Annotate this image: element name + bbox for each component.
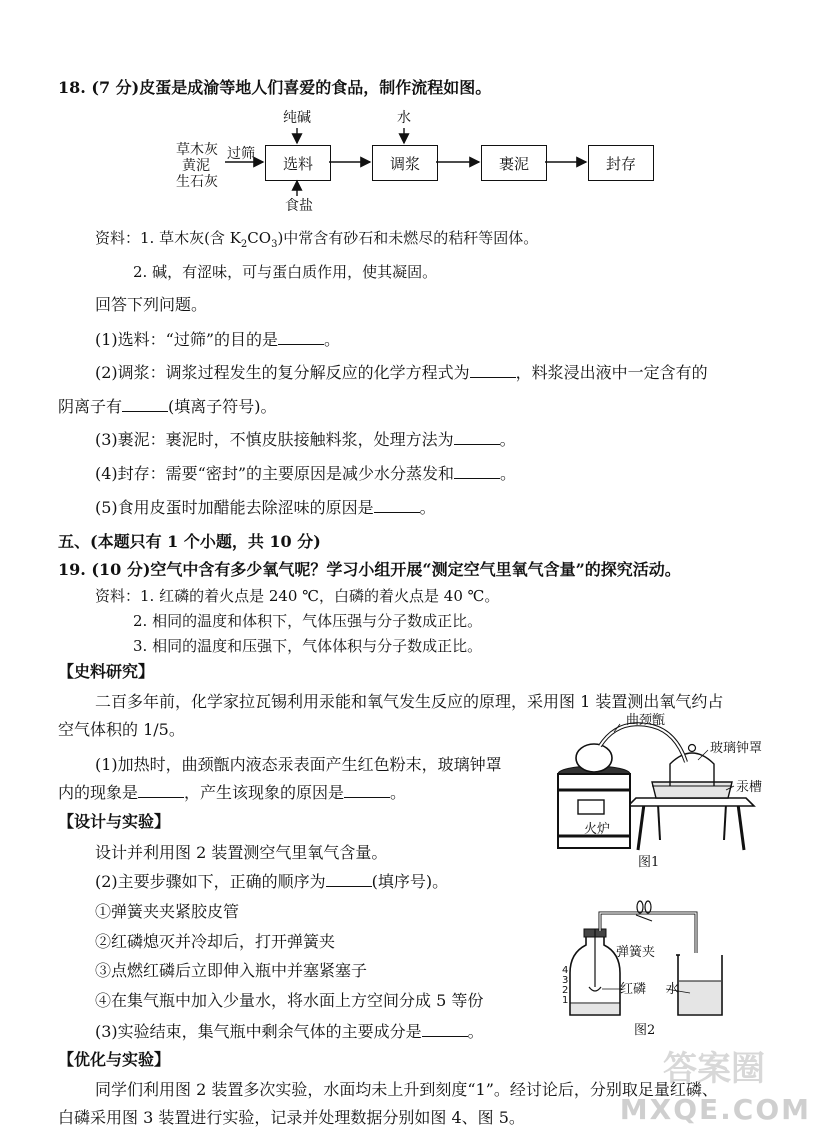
answer-blank[interactable] [422,1022,468,1037]
q19-history-2: 空气体积的 1/5。 [58,720,185,739]
fig2-label-phosphorus: 红磷 [620,982,647,997]
q18-answer-prompt: 回答下列问题。 [95,295,208,314]
q18-part-3 [95,430,516,450]
flow-arrows [0,0,825,230]
fig2-caption: 图2 [634,1023,656,1038]
flow-step-select: 选料 [265,145,331,181]
q18-part-4-end: 。 [500,464,517,483]
q18-part-2-text-b: ，料浆浸出液中一定含有的 [515,363,708,382]
fig2-scale-4: 4 [562,965,569,976]
fig1-label-bell: 玻璃钟罩 [710,741,763,756]
q18-part-5-text: (5)食用皮蛋时加醋能去除涩味的原因是 [95,498,374,517]
q19-part-1: (1)加热时，曲颈甑内液态汞表面产生红色粉末，玻璃钟罩 [95,755,502,774]
q19-info-2: 2. 相同的温度和体积下，气体压强与分子数成正比。 [133,612,483,630]
fig2-label-water: 水 [666,982,680,997]
q19-part-3-text: (3)实验结束，集气瓶中剩余气体的主要成分是 [95,1022,422,1041]
answer-blank[interactable] [344,783,390,798]
fig2-label-clamp: 弹簧夹 [616,945,656,960]
q18-info-1-mid: CO [247,229,272,247]
q19-info-1: 资料：1. 红磷的着火点是 240 ℃，白磷的着火点是 40 ℃。 [95,587,500,605]
q19-part-3 [95,1022,484,1042]
fig1-label-retort: 曲颈甑 [626,713,666,728]
q19-history-1: 二百多年前，化学家拉瓦锡利用汞能和氧气发生反应的原理，采用图 1 装置测出氧气约占 [95,692,724,711]
q18-info-2: 2. 碱，有涩味，可与蛋白质作用，使其凝固。 [133,263,438,281]
answer-blank[interactable] [278,330,324,345]
q18-part-5-end: 。 [419,498,436,517]
flow-step-store: 封存 [588,145,654,181]
q18-part-1-text: (1)选料：“过筛”的目的是 [95,330,279,349]
heading-history: 【史料研究】 [58,662,155,681]
q18-part-2 [95,363,708,383]
q19-title: 19. (10 分)空气中含有多少氧气呢？学习小组开展“测定空气里氧气含量”的探究活动。 [58,560,681,579]
q19-optimize-1: 同学们利用图 2 装置多次实验，水面均未上升到刻度“1”。经讨论后，分别取足量红磷、 [95,1080,718,1099]
q18-part-5 [95,498,436,518]
fig2-scale-1: 1 [562,995,569,1006]
flow-input-1: 草木灰 [176,142,218,158]
q19-step-1: ①弹簧夹夹紧胶皮管 [95,902,240,921]
q18-part-1-end: 。 [324,330,341,349]
flow-soda-label: 纯碱 [283,110,311,126]
heading-optimize: 【优化与实验】 [58,1050,171,1069]
q18-info-1-suffix: )中常含有砂石和未燃尽的秸秆等固体。 [277,229,539,247]
answer-blank[interactable] [454,464,500,479]
heading-design: 【设计与实验】 [58,812,171,831]
fig1-label-trough: 汞槽 [736,780,763,795]
q18-part-3-end: 。 [499,430,516,449]
fig1-label-furnace: 火炉 [584,822,611,837]
answer-blank[interactable] [138,783,184,798]
q18-info-1-prefix: 资料：1. 草木灰(含 K [95,229,241,247]
q18-part-2-text-d: (填离子符号)。 [168,397,277,416]
answer-blank[interactable] [374,498,420,513]
q19-step-4: ④在集气瓶中加入少量水，将水面上方空间分成 5 等份 [95,991,484,1010]
flow-filter-label: 过筛 [227,146,255,162]
q18-part-4-text: (4)封存：需要“密封”的主要原因是减少水分蒸发和 [95,464,455,483]
watermark-text: MXQE.COM [619,1093,811,1126]
q19-info-3: 3. 相同的温度和压强下，气体体积与分子数成正比。 [133,637,483,655]
q18-part-2-cont [58,397,277,417]
q19-part-2-text: (2)主要步骤如下，正确的顺序为 [95,872,326,891]
q19-part-1-text-c: ，产生该现象的原因是 [184,783,345,802]
flow-input-2: 黄泥 [182,158,210,174]
flow-water-label: 水 [397,110,411,126]
q18-part-1 [95,330,340,350]
q18-part-3-text: (3)裹泥：裹泥时，不慎皮肤接触料浆，处理方法为 [95,430,454,449]
q18-part-4 [95,464,516,484]
fig1-caption: 图1 [638,855,660,870]
answer-blank[interactable] [326,872,372,887]
flow-step-coat: 裹泥 [481,145,547,181]
q19-step-2: ②红磷熄灭并冷却后，打开弹簧夹 [95,932,336,951]
q18-part-2-text-c: 阴离子有 [58,397,123,416]
q18-info-1 [95,228,538,255]
q19-part-3-end: 。 [467,1022,484,1041]
fig2-scale [562,966,568,1006]
flow-step-slurry: 调浆 [372,145,438,181]
section-five-heading: 五、(本题只有 1 个小题，共 10 分) [58,532,321,551]
q19-part-1-text-b: 内的现象是 [58,783,139,802]
flow-salt-label: 食盐 [285,198,313,214]
q19-step-3: ③点燃红磷后立即伸入瓶中并塞紧塞子 [95,961,368,980]
q18-title: 18. (7 分)皮蛋是成渝等地人们喜爱的食品，制作流程如图。 [58,78,492,97]
answer-blank[interactable] [454,430,500,445]
fig2-scale-3: 3 [562,975,569,986]
flow-input-3: 生石灰 [176,174,218,190]
q19-part-1-end: 。 [390,783,407,802]
q19-part-2-end: (填序号)。 [371,872,449,891]
q19-design: 设计并利用图 2 装置测空气里氧气含量。 [95,843,388,862]
q19-part-2 [95,872,448,892]
q18-part-2-text: (2)调浆：调浆过程发生的复分解反应的化学方程式为 [95,363,470,382]
q19-optimize-2: 白磷采用图 3 装置进行实验，记录并处理数据分别如图 4、图 5。 [58,1108,525,1127]
q18-info-1-sub2: 3 [271,239,278,250]
answer-blank[interactable] [122,397,168,412]
fig2-scale-2: 2 [562,985,569,996]
q19-part-1-cont [58,783,406,803]
q18-info-1-sub1: 2 [240,239,248,250]
watermark-logo: 答案圈 [663,1049,765,1089]
answer-blank[interactable] [470,363,516,378]
